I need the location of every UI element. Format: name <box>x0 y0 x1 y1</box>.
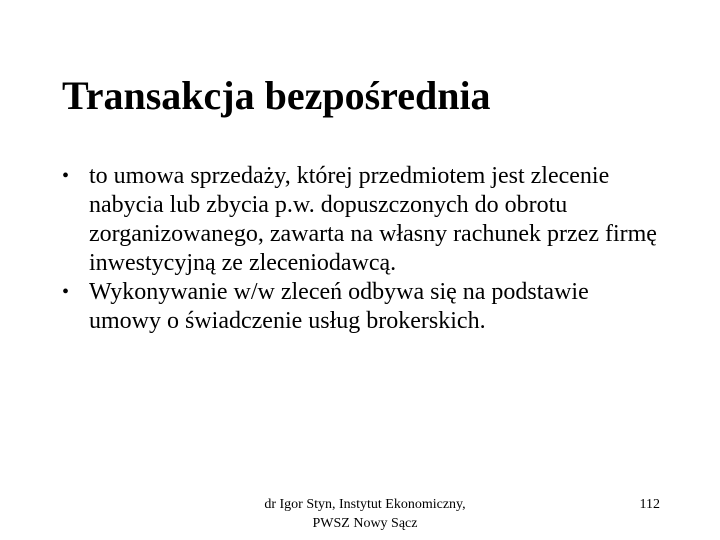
bullet-list <box>62 162 662 336</box>
bullet-text: to umowa sprzedaży, której przedmiotem jest zlecenie nabycia lub zbycia p.w. dopuszczonych do obrotu zorganizowanego, zawarta na własny rachunek przez firmę inwestycyjną ze zleceniodawcą. <box>89 163 657 276</box>
bullet-item <box>62 278 662 336</box>
bullet-item <box>62 162 662 278</box>
footer-author-line: dr Igor Styn, Instytut Ekonomiczny, <box>264 497 466 512</box>
footer-institution-line: PWSZ Nowy Sącz <box>312 516 418 531</box>
footer-author <box>245 495 485 533</box>
slide-title: Transakcja bezpośrednia <box>62 73 491 118</box>
bullet-icon: • <box>62 165 70 187</box>
bullet-text: Wykonywanie w/w zleceń odbywa się na podstawie umowy o świadczenie usług brokerskich. <box>89 279 589 334</box>
page-number: 112 <box>639 497 660 512</box>
bullet-icon: • <box>62 281 70 303</box>
